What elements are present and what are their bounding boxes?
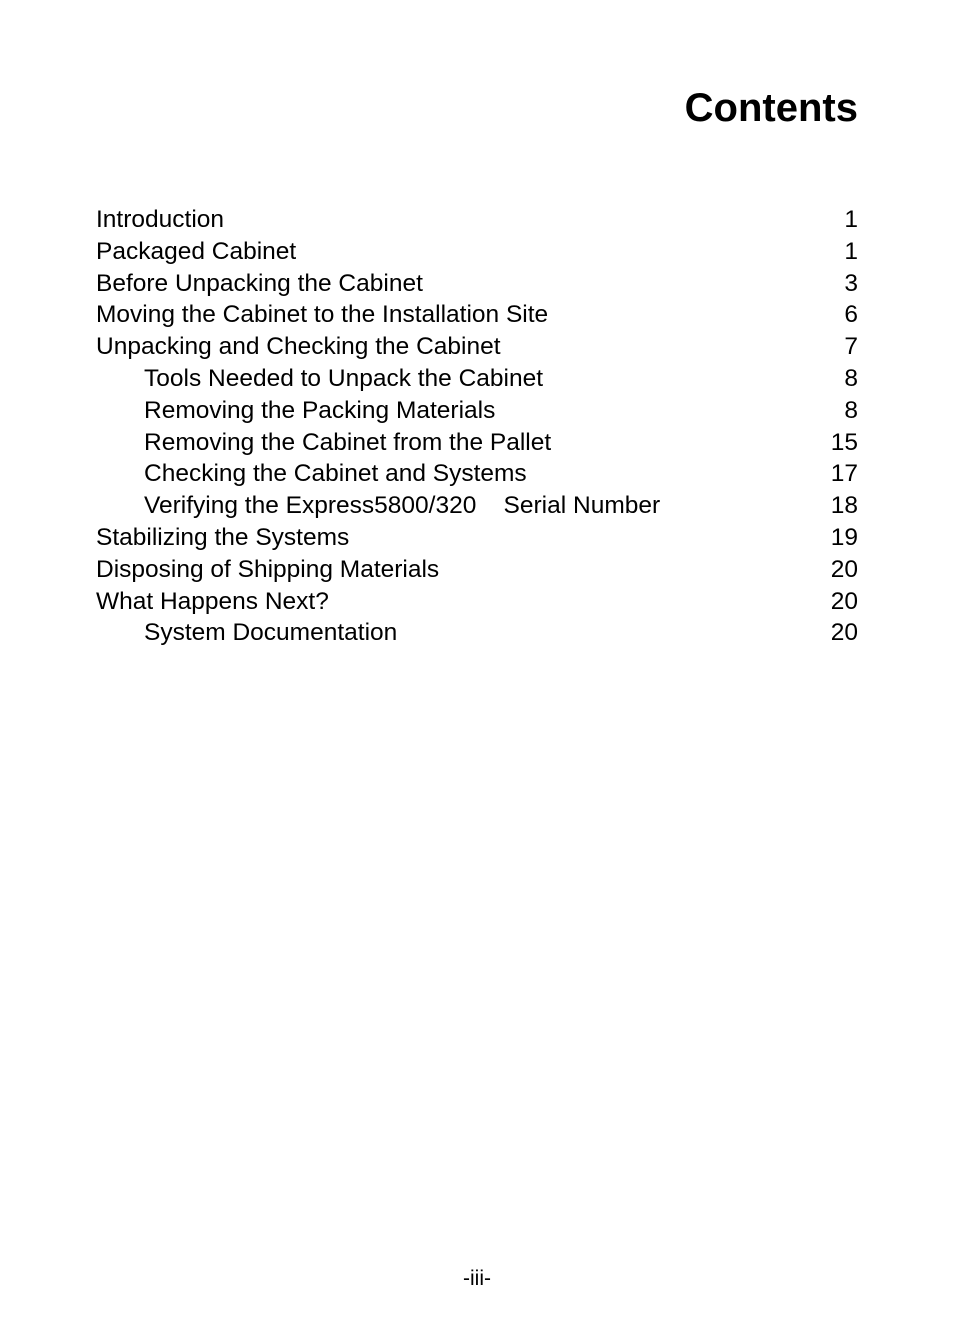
toc-entry-title: Removing the Cabinet from the Pallet — [144, 428, 552, 456]
toc-entry-title: Checking the Cabinet and Systems — [144, 460, 527, 488]
toc-entry[interactable] — [96, 586, 858, 618]
toc-subentry[interactable] — [96, 458, 858, 490]
toc-entry-page: 1 — [844, 237, 858, 265]
toc-entry[interactable] — [96, 268, 858, 300]
toc-entry-title: Stabilizing the Systems — [96, 523, 350, 551]
page-number: -iii- — [463, 1267, 491, 1290]
toc-entry-title: Disposing of Shipping Materials — [96, 555, 440, 583]
toc-entry[interactable] — [96, 331, 858, 363]
toc-entry-title: Verifying the Express5800/320 Serial Number — [144, 492, 661, 520]
toc-entry-title: What Happens Next? — [96, 587, 329, 615]
toc-entry-page: 20 — [830, 587, 858, 615]
toc-entry-page: 19 — [830, 523, 858, 551]
toc-entry-title: Before Unpacking the Cabinet — [96, 269, 423, 297]
toc-entry-page: 3 — [844, 269, 858, 297]
toc-entry-title: Removing the Packing Materials — [144, 396, 496, 424]
toc-entry-title: Packaged Cabinet — [96, 237, 297, 265]
toc-entry-page: 18 — [830, 492, 858, 520]
toc-entry-page: 15 — [830, 428, 858, 456]
page-title: Contents — [684, 86, 858, 130]
toc-subentry[interactable] — [96, 490, 858, 522]
toc-entry-title: Tools Needed to Unpack the Cabinet — [144, 364, 544, 392]
toc-entry[interactable] — [96, 204, 858, 236]
toc-entry-title: System Documentation — [144, 619, 398, 647]
toc-entry-title: Moving the Cabinet to the Installation Site — [96, 301, 549, 329]
toc-entry-page: 1 — [844, 206, 858, 233]
toc-entry-title: Unpacking and Checking the Cabinet — [96, 333, 501, 361]
toc-subentry[interactable] — [96, 617, 858, 649]
toc-entry-page: 7 — [844, 333, 858, 361]
toc-entry-page: 20 — [830, 555, 858, 583]
toc-entry[interactable] — [96, 299, 858, 331]
toc-entry[interactable] — [96, 522, 858, 554]
toc-subentry[interactable] — [96, 395, 858, 427]
toc-entry-page: 6 — [844, 301, 858, 329]
toc-entry-page: 8 — [844, 364, 858, 392]
toc-entry-page: 17 — [830, 460, 858, 488]
toc-entry[interactable] — [96, 554, 858, 586]
toc-entry-page: 8 — [844, 396, 858, 424]
toc-subentry[interactable] — [96, 363, 858, 395]
toc-entry-page: 20 — [830, 619, 858, 647]
toc-entry-title: Introduction — [96, 206, 225, 233]
table-of-contents — [96, 204, 858, 649]
toc-entry[interactable] — [96, 236, 858, 268]
toc-subentry[interactable] — [96, 427, 858, 459]
